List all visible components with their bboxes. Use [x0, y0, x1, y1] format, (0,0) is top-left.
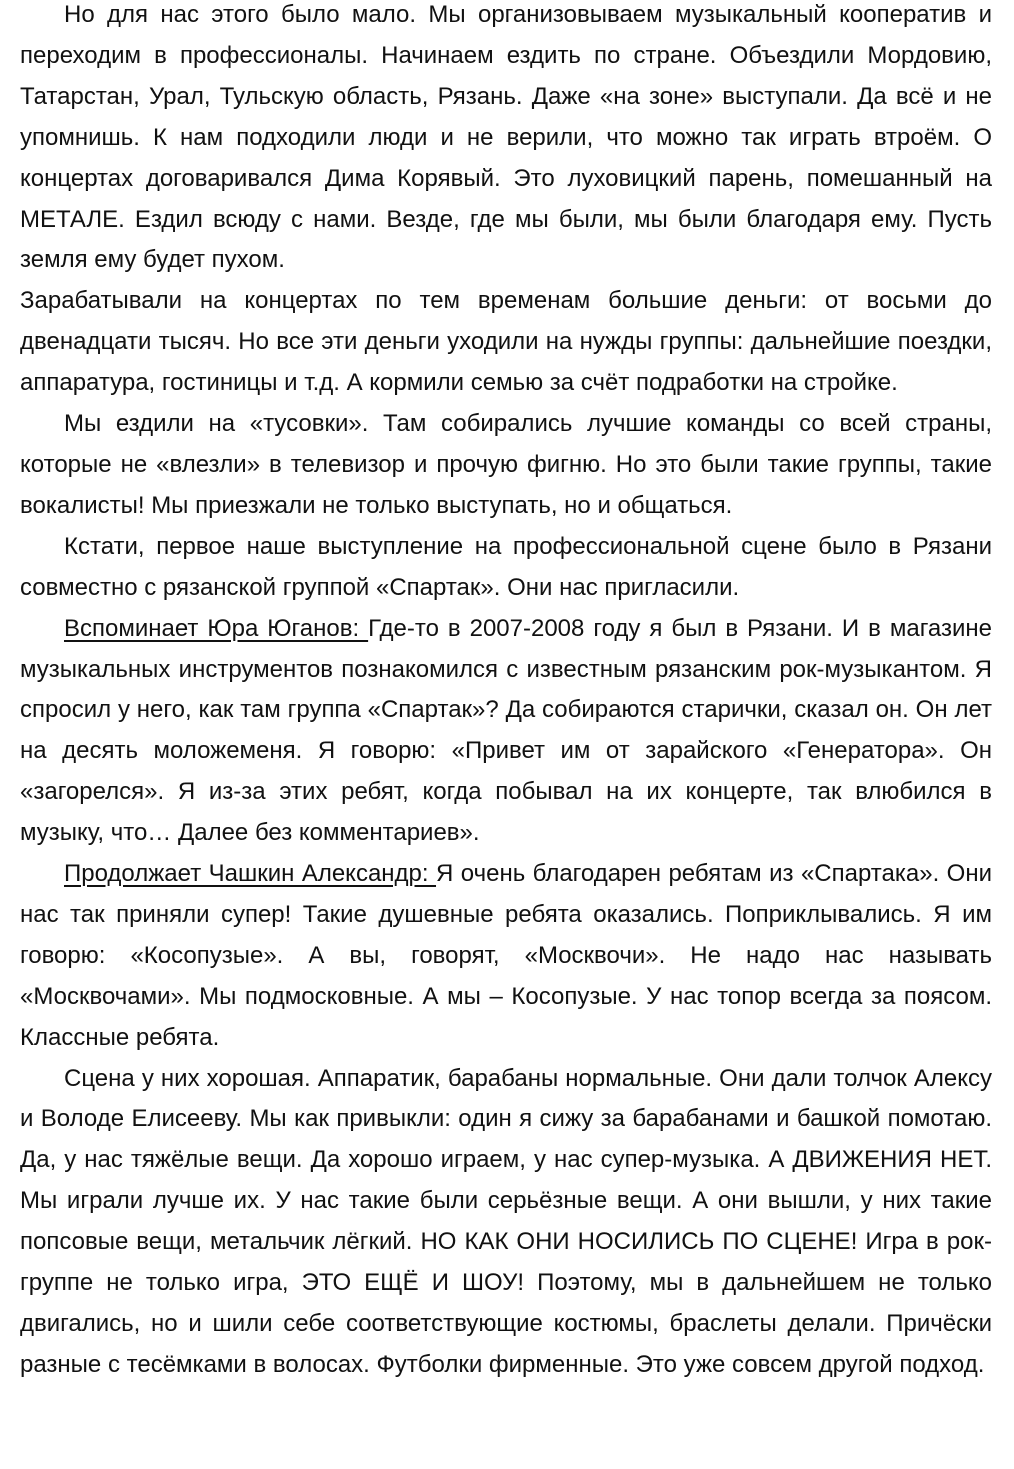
paragraph-7-text: Сцена у них хорошая. Аппаратик, барабаны нормальные. Они дали толчок Алексу и Володе Елисееву. Мы как привыкли: один я сижу за барабанами и башкой помотаю. Да, у нас тяжёлые вещи. Да хорошо играем, у нас супер-музыка. А ДВИЖЕНИЯ НЕТ. Мы играли лучше их. У нас такие были серьёзные вещи. А они вышли, у них такие попсовые вещи, метальчик лёгкий. НО КАК ОНИ НОСИЛИСЬ ПО СЦЕНЕ! Игра в рок-группе не только игра, ЭТО ЕЩЁ И ШОУ! Поэтому, мы в дальнейшем не только двигались, но и шили себе соответствующие костюмы, браслеты делали. Причёски разные с тесёмками в волосах. Футболки фирменные. Это уже совсем другой подход. [20, 1064, 992, 1378]
paragraph-4-text: Кстати, первое наше выступление на профессиональной сцене было в Рязани совместно с рязанской группой «Спартак». Они нас пригласили. [20, 532, 992, 601]
paragraph-5-text: Где-то в 2007-2008 году я был в Рязани. И в магазине музыкальных инструментов познакомился с известным рязанским рок-музыкантом. Я спросил у него, как там группа «Спартак»? Да собираются старички, сказал он. Он лет на десять моложеменя. Я говорю: «Привет им от зарайского «Генератора». Он «загорелся». Я из-за этих ребят, когда побывал на их концерте, так влюбился в музыку, что… Далее без комментариев». [20, 614, 993, 847]
paragraph-3 [20, 404, 992, 527]
paragraph-5 [20, 609, 992, 854]
paragraph-2 [20, 281, 992, 404]
paragraph-2-text: Зарабатывали на концертах по тем временам большие деньги: от восьми до двенадцати тысяч. Но все эти деньги уходили на нужды группы: дальнейшие поездки, аппаратура, гостиницы и т.д. А кормили семью за счёт подработки на стройке. [20, 287, 992, 397]
paragraph-1 [20, 0, 992, 281]
paragraph-7 [20, 1059, 992, 1386]
paragraph-6-text: Я очень благодарен ребятам из «Спартака». Они нас так приняли супер! Такие душевные ребята оказались. Поприклывались. Я им говорю: «Косопузые». А вы, говорят, «Москвочи». Не надо нас называть «Москвочами». Мы подмосковные. А мы – Косопузые. У нас топор всегда за поясом. Классные ребята. [20, 860, 993, 1051]
speaker-label-chashkin: Продолжает Чашкин Александр: [64, 860, 437, 888]
speaker-label-yuganov: Вспоминает Юра Юганов: [64, 614, 369, 642]
document-page [20, 0, 992, 1386]
paragraph-4 [20, 527, 992, 609]
paragraph-1-text: Но для нас этого было мало. Мы организовываем музыкальный кооператив и переходим в профессионалы. Начинаем ездить по стране. Объездили Мордовию, Татарстан, Урал, Тульскую область, Рязань. Даже «на зоне» выступали. Да всё и не упомнишь. К нам подходили люди и не верили, что можно так играть втроём. О концертах договаривался Дима Корявый. Это луховицкий парень, помешанный на МЕТАЛЕ. Ездил всюду с нами. Везде, где мы были, мы были благодаря ему. Пусть земля ему будет пухом. [20, 1, 992, 274]
paragraph-6 [20, 854, 992, 1059]
paragraph-3-text: Мы ездили на «тусовки». Там собирались лучшие команды со всей страны, которые не «влезли» в телевизор и прочую фигню. Но это были такие группы, такие вокалисты! Мы приезжали не только выступать, но и общаться. [20, 410, 992, 519]
